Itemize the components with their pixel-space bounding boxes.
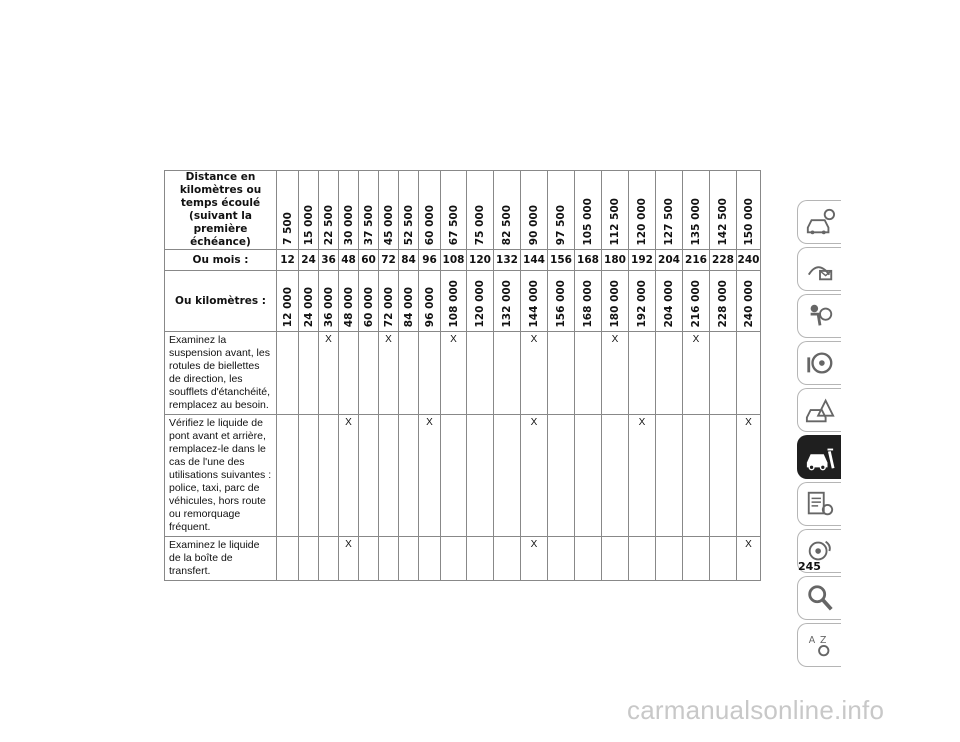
- schedule-mark: [494, 415, 521, 537]
- schedule-mark: [359, 415, 379, 537]
- distance-value: 135 000: [690, 197, 702, 245]
- maintenance-schedule-table: [164, 170, 761, 581]
- schedule-mark: [277, 537, 299, 581]
- km-cell: [629, 271, 656, 332]
- distance-cell: [548, 171, 575, 250]
- distance-value: 82 500: [501, 204, 513, 245]
- schedule-mark: [737, 332, 761, 415]
- km-value: 216 000: [690, 279, 702, 327]
- schedule-mark: [656, 332, 683, 415]
- schedule-mark: [399, 332, 419, 415]
- month-value: 180: [602, 250, 629, 271]
- schedule-mark: [710, 415, 737, 537]
- chapter-tabs: [797, 200, 841, 670]
- distance-cell: [737, 171, 761, 250]
- distance-value: 150 000: [742, 197, 755, 245]
- schedule-mark: X: [737, 537, 761, 581]
- schedule-mark: [656, 537, 683, 581]
- schedule-mark: X: [602, 332, 629, 415]
- km-value: 36 000: [322, 286, 335, 327]
- schedule-mark: [710, 537, 737, 581]
- month-value: 192: [629, 250, 656, 271]
- schedule-mark: [359, 537, 379, 581]
- km-value: 84 000: [402, 286, 415, 327]
- km-cell: [710, 271, 737, 332]
- distance-value: 97 500: [555, 204, 567, 245]
- distance-cell: [441, 171, 467, 250]
- month-value: 96: [419, 250, 441, 271]
- month-value: 168: [575, 250, 602, 271]
- schedule-mark: [277, 332, 299, 415]
- schedule-mark: X: [319, 332, 339, 415]
- vehicle-info-icon: [804, 207, 836, 237]
- distance-value: 105 000: [582, 197, 594, 245]
- distance-cell: [494, 171, 521, 250]
- km-value: 156 000: [555, 279, 567, 327]
- schedule-mark: [379, 415, 399, 537]
- months-header-row: [165, 250, 761, 271]
- chapter-tab[interactable]: [797, 341, 841, 385]
- task-description: Vérifiez le liquide de pont avant et arrière, remplacez-le dans le cas de l'une des utilisations suivantes : police, taxi, parc de véhicules, hors route ou remorquage fréquent.: [165, 415, 277, 537]
- schedule-mark: [683, 415, 710, 537]
- distance-cell: [629, 171, 656, 250]
- km-value: 48 000: [342, 286, 355, 327]
- distance-cell: [299, 171, 319, 250]
- schedule-mark: [299, 537, 319, 581]
- km-cell: [575, 271, 602, 332]
- month-value: 48: [339, 250, 359, 271]
- task-description: Examinez la suspension avant, les rotules de biellettes de direction, les soufflets d'étanchéité, remplacez au besoin.: [165, 332, 277, 415]
- schedule-mark: [299, 332, 319, 415]
- km-cell: [399, 271, 419, 332]
- km-label: Ou kilomètres :: [165, 271, 277, 332]
- schedule-mark: X: [419, 415, 441, 537]
- km-value: 192 000: [636, 279, 648, 327]
- distance-cell: [339, 171, 359, 250]
- schedule-mark: X: [683, 332, 710, 415]
- distance-value: 22 500: [322, 204, 335, 245]
- distance-value: 120 000: [636, 197, 648, 245]
- chapter-tab[interactable]: [797, 623, 841, 667]
- schedule-mark: [548, 415, 575, 537]
- svg-text:Z: Z: [819, 635, 826, 647]
- distance-value: 142 500: [717, 197, 729, 245]
- km-cell: [379, 271, 399, 332]
- chapter-tab[interactable]: [797, 294, 841, 338]
- schedule-mark: [379, 537, 399, 581]
- safety-airbag-icon: [804, 301, 836, 331]
- schedule-mark: [419, 537, 441, 581]
- schedule-mark: [319, 415, 339, 537]
- km-value: 24 000: [302, 286, 315, 327]
- schedule-mark: [277, 415, 299, 537]
- schedule-mark: [319, 537, 339, 581]
- km-value: 120 000: [474, 279, 486, 327]
- technical-specs-icon: [804, 489, 836, 519]
- month-value: 204: [656, 250, 683, 271]
- km-value: 72 000: [382, 286, 395, 327]
- km-cell: [339, 271, 359, 332]
- distance-cell: [710, 171, 737, 250]
- schedule-mark: [629, 332, 656, 415]
- months-label: Ou mois :: [165, 250, 277, 271]
- km-cell: [737, 271, 761, 332]
- schedule-mark: [441, 415, 467, 537]
- dashboard-message-icon: [804, 254, 836, 284]
- month-value: 240: [737, 250, 761, 271]
- distance-cell: [575, 171, 602, 250]
- schedule-mark: [656, 415, 683, 537]
- distance-cell: [602, 171, 629, 250]
- km-value: 204 000: [663, 279, 675, 327]
- table-row: [165, 415, 761, 537]
- month-value: 108: [441, 250, 467, 271]
- chapter-tab[interactable]: [797, 247, 841, 291]
- customer-assistance-icon: [804, 583, 836, 613]
- distance-cell: [399, 171, 419, 250]
- watermark: carmanualsonline.info: [627, 695, 885, 725]
- distance-header-row: [165, 171, 761, 250]
- schedule-mark: [419, 332, 441, 415]
- schedule-mark: [575, 537, 602, 581]
- month-value: 84: [399, 250, 419, 271]
- schedule-mark: [467, 332, 494, 415]
- km-value: 12 000: [281, 286, 294, 327]
- schedule-mark: [467, 537, 494, 581]
- table-row: [165, 332, 761, 415]
- month-value: 36: [319, 250, 339, 271]
- distance-label: Distance en kilomètres ou temps écoulé (suivant la première échéance): [165, 171, 277, 250]
- km-value: 228 000: [717, 279, 729, 327]
- page-number: 245: [798, 560, 821, 573]
- emergency-icon: [804, 395, 836, 425]
- chapter-tab[interactable]: [797, 576, 841, 620]
- chapter-tab[interactable]: [797, 200, 841, 244]
- km-header-row: [165, 271, 761, 332]
- schedule-mark: [494, 537, 521, 581]
- distance-value: 7 500: [281, 212, 294, 245]
- km-value: 180 000: [609, 279, 621, 327]
- km-cell: [319, 271, 339, 332]
- schedule-mark: [548, 537, 575, 581]
- schedule-mark: X: [339, 537, 359, 581]
- schedule-mark: [494, 332, 521, 415]
- distance-value: 37 500: [362, 204, 375, 245]
- month-value: 156: [548, 250, 575, 271]
- task-description: Examinez le liquide de la boîte de transfert.: [165, 537, 277, 581]
- distance-value: 67 500: [447, 204, 460, 245]
- month-value: 72: [379, 250, 399, 271]
- schedule-mark: X: [339, 415, 359, 537]
- distance-value: 90 000: [528, 204, 540, 245]
- km-cell: [359, 271, 379, 332]
- km-value: 60 000: [362, 286, 375, 327]
- schedule-mark: X: [379, 332, 399, 415]
- km-cell: [467, 271, 494, 332]
- km-cell: [683, 271, 710, 332]
- schedule-mark: [575, 332, 602, 415]
- km-value: 132 000: [501, 279, 513, 327]
- schedule-mark: [299, 415, 319, 537]
- month-value: 216: [683, 250, 710, 271]
- schedule-mark: [467, 415, 494, 537]
- table-row: [165, 537, 761, 581]
- distance-value: 112 500: [609, 197, 621, 245]
- km-cell: [494, 271, 521, 332]
- schedule-mark: [602, 415, 629, 537]
- schedule-mark: [548, 332, 575, 415]
- schedule-mark: X: [629, 415, 656, 537]
- km-cell: [299, 271, 319, 332]
- distance-cell: [521, 171, 548, 250]
- schedule-mark: X: [521, 537, 548, 581]
- km-cell: [656, 271, 683, 332]
- chapter-tab[interactable]: [797, 388, 841, 432]
- distance-cell: [319, 171, 339, 250]
- chapter-tab[interactable]: [797, 435, 841, 479]
- schedule-mark: [683, 537, 710, 581]
- distance-cell: [683, 171, 710, 250]
- distance-cell: [359, 171, 379, 250]
- distance-cell: [656, 171, 683, 250]
- distance-value: 127 500: [663, 197, 675, 245]
- schedule-mark: [339, 332, 359, 415]
- km-cell: [602, 271, 629, 332]
- month-value: 228: [710, 250, 737, 271]
- km-cell: [548, 271, 575, 332]
- km-value: 168 000: [582, 279, 594, 327]
- month-value: 132: [494, 250, 521, 271]
- km-cell: [441, 271, 467, 332]
- distance-value: 75 000: [474, 204, 486, 245]
- distance-cell: [419, 171, 441, 250]
- distance-value: 15 000: [302, 204, 315, 245]
- schedule-mark: [710, 332, 737, 415]
- schedule-mark: [441, 537, 467, 581]
- schedule-mark: [629, 537, 656, 581]
- starting-driving-icon: [804, 348, 836, 378]
- distance-value: 60 000: [423, 204, 436, 245]
- schedule-mark: X: [521, 415, 548, 537]
- month-value: 24: [299, 250, 319, 271]
- distance-value: 45 000: [382, 204, 395, 245]
- km-value: 144 000: [528, 279, 540, 327]
- schedule-mark: X: [521, 332, 548, 415]
- distance-value: 30 000: [342, 204, 355, 245]
- distance-value: 52 500: [402, 204, 415, 245]
- schedule-mark: X: [441, 332, 467, 415]
- schedule-mark: [399, 415, 419, 537]
- chapter-tab[interactable]: [797, 482, 841, 526]
- month-value: 120: [467, 250, 494, 271]
- schedule-mark: [602, 537, 629, 581]
- km-value: 108 000: [447, 279, 460, 327]
- month-value: 60: [359, 250, 379, 271]
- schedule-mark: [359, 332, 379, 415]
- km-cell: [277, 271, 299, 332]
- distance-cell: [467, 171, 494, 250]
- index-icon: [804, 630, 836, 660]
- svg-text:A: A: [808, 635, 815, 647]
- distance-cell: [277, 171, 299, 250]
- month-value: 12: [277, 250, 299, 271]
- schedule-mark: X: [737, 415, 761, 537]
- servicing-maintenance-icon: [804, 442, 836, 472]
- schedule-mark: [575, 415, 602, 537]
- km-value: 96 000: [423, 286, 436, 327]
- km-value: 240 000: [742, 279, 755, 327]
- km-cell: [521, 271, 548, 332]
- month-value: 144: [521, 250, 548, 271]
- schedule-mark: [399, 537, 419, 581]
- km-cell: [419, 271, 441, 332]
- distance-cell: [379, 171, 399, 250]
